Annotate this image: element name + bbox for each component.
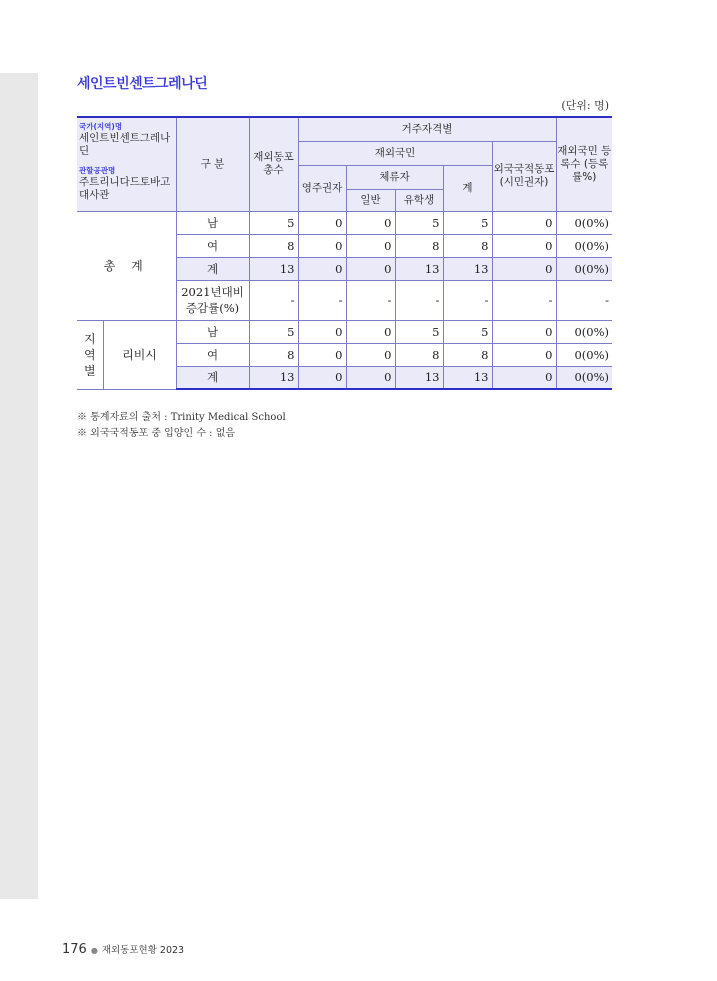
header-subtotal: 계 [443, 165, 492, 211]
table-cell: 0 [492, 320, 556, 343]
table-row [77, 211, 612, 234]
table-cell: 8 [395, 343, 443, 366]
office-name: 주트리니다드토바고 대사관 [79, 176, 171, 201]
region-group-label [77, 320, 103, 389]
header-student: 유학생 [395, 189, 443, 211]
header-general: 일반 [346, 189, 395, 211]
table-cell: 5 [249, 320, 298, 343]
statistics-table [77, 116, 612, 390]
table-cell: 0 [298, 366, 346, 389]
table-cell: 0 [298, 320, 346, 343]
page-number: 176 [62, 942, 87, 957]
table-cell: 0 [298, 343, 346, 366]
table-cell: - [298, 280, 346, 320]
book-title: 재외동포현황 2023 [101, 945, 185, 956]
left-margin-bar [0, 73, 38, 899]
table-row [77, 320, 612, 343]
table-cell: 5 [443, 211, 492, 234]
page-title: 세인트빈센트그레나딘 [77, 76, 208, 92]
footnote-adoptees: ※ 외국국적동포 중 입양인 수 : 없음 [77, 428, 236, 439]
row-label: 여 [176, 234, 249, 257]
table-cell: 0 [492, 257, 556, 280]
header-residency: 거주자격별 [298, 117, 556, 141]
row-label: 남 [176, 320, 249, 343]
table-cell: 0 [346, 366, 395, 389]
table-cell: 8 [443, 234, 492, 257]
table-cell: 0(0%) [556, 320, 612, 343]
table-cell: 0 [346, 343, 395, 366]
table-cell: 0 [346, 234, 395, 257]
table-cell: 0 [492, 366, 556, 389]
table-cell: - [346, 280, 395, 320]
header-corner [77, 117, 176, 211]
footnotes [77, 410, 286, 442]
office-label: 관할공관명 [79, 166, 116, 175]
table-cell: 13 [249, 366, 298, 389]
header-total: 재외동포 총수 [249, 117, 298, 211]
table-cell: 13 [395, 366, 443, 389]
bullet-icon: ● [90, 946, 98, 955]
table-cell: 8 [395, 234, 443, 257]
unit-label: (단위: 명) [561, 99, 609, 112]
row-label: 여 [176, 343, 249, 366]
table-cell: 0 [346, 320, 395, 343]
table-cell: 0 [492, 211, 556, 234]
table-cell: 13 [249, 257, 298, 280]
header-foreign: 외국국적동포 (시민권자) [492, 141, 556, 211]
row-label: 계 [176, 257, 249, 280]
total-group-label: 총 계 [77, 211, 176, 320]
table-cell: - [556, 280, 612, 320]
table-cell: 0 [298, 234, 346, 257]
table-cell: 0(0%) [556, 257, 612, 280]
region-group-text: 지 역 별 [83, 331, 96, 378]
table-cell: 0 [346, 211, 395, 234]
table-cell: 8 [249, 234, 298, 257]
table-cell: - [395, 280, 443, 320]
header-category: 구 분 [176, 117, 249, 211]
header-sojourn: 체류자 [346, 165, 443, 189]
country-name: 세인트빈센트그레나딘 [79, 132, 171, 157]
table-cell: - [443, 280, 492, 320]
table-cell: 0(0%) [556, 211, 612, 234]
header-permanent: 영주권자 [298, 165, 346, 211]
row-label: 계 [176, 366, 249, 389]
table-cell: 8 [249, 343, 298, 366]
table-cell: 13 [443, 257, 492, 280]
table-cell: 0(0%) [556, 234, 612, 257]
table-cell: 0(0%) [556, 343, 612, 366]
row-label: 남 [176, 211, 249, 234]
table-cell: 0 [298, 257, 346, 280]
header-registered: 재외국민 등록수 (등록률%) [556, 117, 612, 211]
page-footer [62, 938, 184, 957]
table-cell: 5 [443, 320, 492, 343]
country-label: 국가(지역)명 [79, 122, 123, 131]
table-cell: 5 [395, 211, 443, 234]
table-cell: 13 [443, 366, 492, 389]
change-label: 2021년대비 증감률(%) [176, 280, 249, 320]
footnote-source: ※ 통계자료의 출처 : Trinity Medical School [77, 412, 286, 423]
table-cell: 0 [492, 343, 556, 366]
table-cell: 5 [395, 320, 443, 343]
table-cell: - [249, 280, 298, 320]
table-cell: 13 [395, 257, 443, 280]
table-cell: 0(0%) [556, 366, 612, 389]
table-cell: 0 [492, 234, 556, 257]
table-cell: 0 [298, 211, 346, 234]
table-cell: - [492, 280, 556, 320]
table-cell: 8 [443, 343, 492, 366]
table-cell: 5 [249, 211, 298, 234]
table-cell: 0 [346, 257, 395, 280]
header-nationals: 재외국민 [298, 141, 492, 165]
region-name: 리비시 [103, 320, 176, 389]
